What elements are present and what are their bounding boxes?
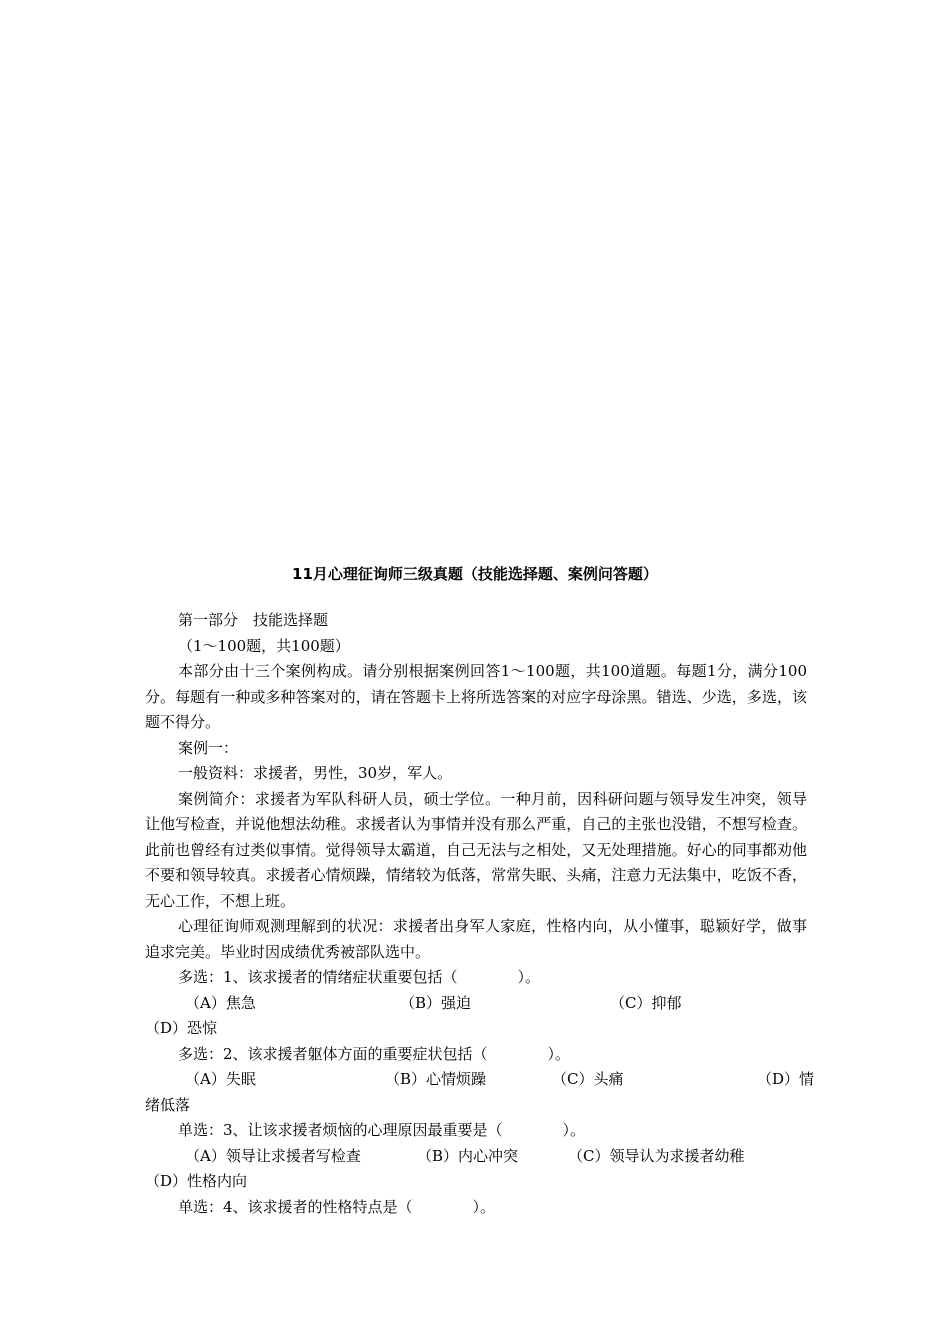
option: （B）内心冲突 [417,1146,519,1165]
option-row [145,991,807,1017]
case-label: 案例一： [178,738,239,757]
document-title: 11月心理征询师三级真题（技能选择题、案例问答题） [292,565,658,583]
option: （D）性格内向 [145,1172,248,1190]
option: （D）恐惊 [145,1019,218,1037]
part-heading: 第一部分 技能选择题 [178,611,329,629]
case-summary: 案例简介：求援者为军队科研人员，硕士学位。一种月前，因科研问题与领导发生冲突，领导让他写检查，并说他想法幼稚。求援者认为事情并没有那么严重，自己的主张也没错，不想写检查。此前也曾经有过类似事情。觉得领导太霸道，自己无法与之相处，又无处理措施。好心的同事都劝他不要和领导较真。求援者心情烦躁，情绪较为低落，常常失眠、头痛，注意力无法集中，吃饭不香，无心工作，不想上班。 [145,789,807,910]
document-body [145,608,815,1220]
option: （A）焦急 [185,993,256,1012]
option: （B）心情烦躁 [385,1070,487,1088]
option: （C）头痛 [552,1070,624,1088]
general-info: 一般资料：求援者，男性，30岁，军人。 [178,764,453,782]
question-range: （1～100题，共100题） [178,636,350,655]
option-row [145,1067,815,1093]
option: （B）强迫 [400,993,472,1012]
option: （C）领导认为求援者幼稚 [568,1146,745,1165]
question-stem: 多选：2、该求援者躯体方面的重要症状包括（ ）。 [178,1044,571,1063]
option-continuation: 绪低落 [145,1095,191,1114]
counselor-observation: 心理征询师观测理解到的状况：求援者出身军人家庭，性格内向，从小懂事，聪颖好学，做事追求完美。毕业时因成绩优秀被部队选中。 [145,917,807,961]
option: （C）抑郁 [610,993,682,1012]
question-stem: 多选：1、该求援者的情绪症状重要包括（ ）。 [178,968,541,986]
question-stem: 单选：4、该求援者的性格特点是（ ）。 [178,1197,496,1216]
option: （D）情 [757,1070,815,1088]
option: （A）领导让求援者写检查 [185,1146,361,1165]
option-row [145,1144,807,1170]
instructions: 本部分由十三个案例构成。请分别根据案例回答1～100题，共100道题。每题1分，满分100分。每题有一种或多种答案对的，请在答题卡上将所选答案的对应字母涂黑。错选、少选，多选，该题不得分。 [145,662,807,731]
option: （A）失眠 [185,1070,256,1088]
question-stem: 单选：3、让该求援者烦恼的心理原因最重要是（ ）。 [178,1121,586,1139]
